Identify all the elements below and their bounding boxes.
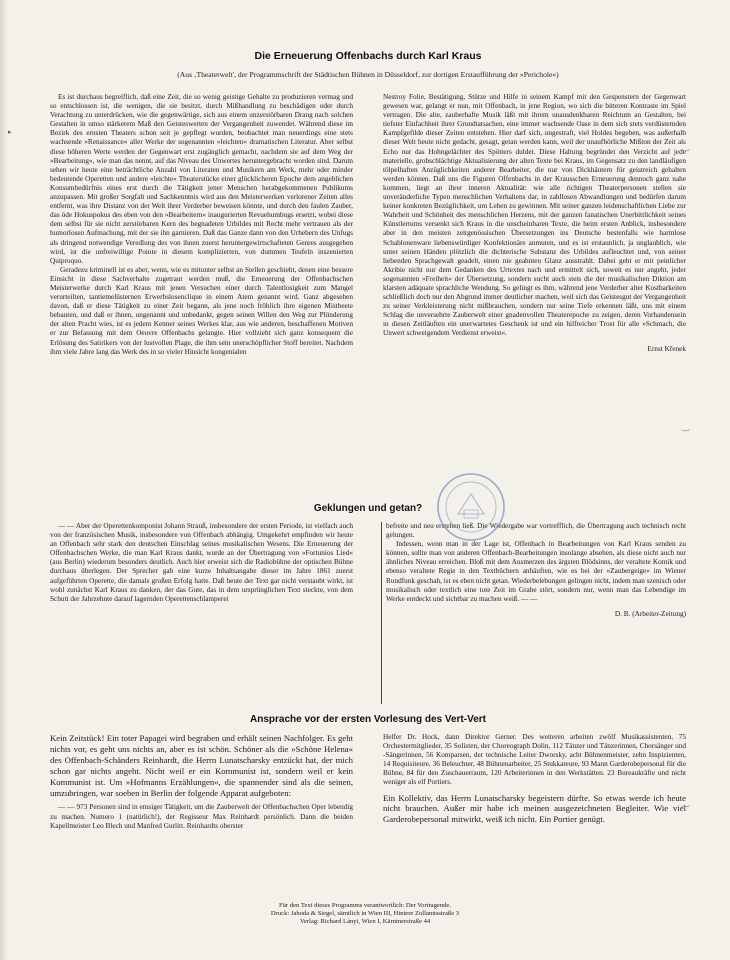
article-body — [50, 733, 686, 831]
paragraph: befreite und neu erstehen ließ. Die Wiedergabe war vortrefflich, die Übertragung auch technisch recht gelungen. — [386, 522, 686, 540]
column-left — [50, 93, 353, 493]
article-subtitle: (Aus ‚Theaterwelt', der Programmschrift der Städtischen Bühnen in Düsseldorf, zur dortigen Erstaufführung der »Perichole«) — [177, 70, 559, 79]
imprint-line: Verlag: Richard Lányi, Wien I, Kärntnerstraße 44 — [299, 918, 431, 925]
article-title: Die Erneuerung Offenbachs durch Karl Kraus — [254, 50, 482, 62]
paragraph: Indessen, wenn man in der Lage ist, Offenbach in Bearbeitungen von Karl Kraus senden zu können, sollte man von anderen Offenbach-Bearbeitungen insolange absehen, als diese nicht auch nur ähnliches Niveau erreichen. Bloß mit dem Ausmerzen des ärgsten Blödsinns, der veraltete Komik und ebenso veraltete Regie in den Textbüchern anhäuften, wie es bei der »Zaubergeige« im Wiener Rundfunk geschah, ist es eben nicht getan. Wiederbelebungen gelingen nicht, indem man szenisch oder musikalisch oder textlich eine tote Zeit im Grabe stört, sondern nur, wenn man das Lebendige im Werke entdeckt und sichtbar zu machen weiß. — — — [386, 540, 686, 603]
signature: D. B. (Arbeiter-Zeitung) — [614, 609, 686, 618]
paragraph: Helfer Dr. Hock, dann Direktor Gerner. Des weiteren arbeiten zwölf Musikassistenten, 75 Orchestermitglieder, 35 Solisten, der Choreograph Dolin, 112 Tänzer und Tänzerinnen, Chorsänger und -Sängerinnen, 56 Komparsen, der technische Leiter Dworsky, acht Bühnenmeister, zehn Inspizienten, 14 Requisiteure, 36 Beleuchter, 48 Bühnenarbeiter, 25 Stukkateure, 93 Mann Garderobepersonal für die Bühne, 84 für den Zuschauerraum, 120 Arbeiterinnen in den Werkstätten. 23 Bureaukräfte und nicht weniger als elf Portiers. — [383, 733, 686, 787]
column-left — [50, 522, 353, 704]
imprint-line: Druck: Jahoda & Siegel, sämtlich in Wien III, Hintere Zollamtsstraße 3 — [270, 910, 460, 917]
article-title: Geklungen und getan? — [313, 503, 423, 514]
column-right — [383, 93, 686, 493]
article-title: Ansprache vor der ersten Vorlesung des Vert-Vert — [249, 714, 486, 725]
article-body — [50, 93, 686, 493]
page-edge-shadow — [0, 0, 8, 960]
imprint-footer — [0, 902, 730, 926]
margin-mark: ‿ — [682, 142, 690, 152]
article-body — [50, 522, 686, 704]
column-left — [50, 733, 353, 831]
paragraph: — — Aber der Operettenkomponist Johann Strauß, insbesondere der ersten Periode, ist vielfach auch von der französischen Musik, insbesondere von Offenbach abhängig. Umgekehrt empfinden wir heute an Offenbach sehr stark den deutschen Einschlag seines musikalischen Wesens. Die Erneuerung der Offenbachschen Werke, die man Karl Kraus dankt, wurde an der Übertragung von »Fortunios Lied« (aus Berlin) wiederum besonders deutlich. Auch hier erweist sich die Radiobühne der optischen Bühne durchaus überlegen. Der Sprecher gab eine kurze Inhaltsangabe dieser im Jahre 1861 zuerst aufgeführten Operette, die damals großen Erfolg hatte. Daß heute der Text gar nicht verstaubt wirkt, ist wohl zunächst Karl Kraus zu danken, der das Gute, das in dem ursprünglichen Text steckte, von dem Schutt der Jahrzehnte darauf lagernden Operettenschlamperei — [50, 522, 353, 603]
column-right — [383, 733, 686, 831]
paragraph: Geradezu kriminell ist es aber, wenn, wie es mitunter selbst an Stellen geschieht, denen eine bessere Einsicht in diese Sachverhalte zugetraut werden muß, die Erneuerung der Offenbachschen Meisterwerke durch Karl Kraus mit jenen Versuchen einer durch Talentlosigkeit zum Mangel verurteilten, tantiemelüsternen Erwerbslosenclique in einem Atem genannt wird. Ganz abgesehen davon, daß er diese Tätigkeit zu einer Zeit begann, als jene noch fröhlich ihre eigenen Mistbeete bebauten, und daß er ihnen, ungenannt und unbedankt, gegen seinen Willen den Weg zur Plünderung der alten Pracht wies, ist es jedem Kenner seines Werkes klar, aus wie anderen, beschaffenen Motiven er zur Befassung mit dem Oeuvre Offenbachs gelangte. Hier vollzieht sich ganz konsequent die Erlösung des Satirikers von der lustvollen Plage, die ihm sein unerschöpflicher Stoff bereitet. Nachdem ihm viele Jahre lang das Werk des in so vieler Hinsicht kongenialen — [50, 265, 353, 356]
paragraph: Ein Kollektiv, das Herrn Lunatscharsky begeistern dürfte. So etwas werde ich heute nicht brauchen. Außer mir habe ich meinen ausgezeichneten Begleiter. Wie viel Garderobepersonal mitwirkt, weiß ich nicht. Ein Portier genügt. — [383, 792, 686, 825]
paragraph: Kein Zeitstück! Ein toter Papagei wird begraben und erhält seinen Nachfolger. Es geht nichts vor, es geht uns nichts an, aber es ist schön. Schöner als die »Schöne Helena« des Offenbach-Schänders Reinhardt, die Herrn Lunatscharsky entzückt hat, der mich schon gar nichts angeht. Nicht weil er ein Kommunist ist, sondern weil er kein Kommunist ist. Um »Hofmanns Erzählungen«, die spannender sind als die seinen, umzubringen, war soeben in Berlin der folgende Apparat aufgeboten: — [50, 733, 353, 798]
margin-mark: ‿ — [682, 798, 690, 808]
margin-mark-red: ▸ — [8, 128, 12, 136]
paragraph: Nestroy Folie, Bestätigung, Stütze und Hilfe in seinem Kampf mit den Gespenstern der Gegenwart gewesen war, gelangt er nun, mit Offenbach, in jene Region, wo sich die bitteren Kontraste im Spiel vertragen. Die alte, zauberhafte Musik läßt mit ihrem unausdenkbaren Reichtum an Gestalten, bei tiefster Einfachheit ihrer Grundtatsachen, eine immer wachsende Oase in dem sich stets verdüsternden Kampfgefilde dieser Zeiten entstehen. Hier darf sich, ungestraft, viel Holdes begeben, was außerhalb dieser Welt heute nicht gedacht, gesagt, getan werden kann, weil der unaufhörliche Mißton der Zeit als Echo nur das Hohngelächter des Spötters duldet. Diese Haltung begründet den Verzicht auf jede materielle, grobschlächtige Aktualisierung der alten Texte bei Kraus, im Gegensatz zu den landläufigen tölpelhaften Anzüglichkeiten anderer Bearbeiter, die nur von Dickhäutern für geistreich gehalten werden können. Daß uns die Figuren Offenbachs in der Krausschen Erneuerung dennoch ganz nahe kommen, liegt an ihrer inneren Aktualität: wie alle richtigen Theaterpersonen stellen sie unveränderliche Typen menschlichen Verhaltens dar, in zahllosen Abwandlungen und bedürfen darum keiner konkreten Bezüglichkeit, um Leben zu gewinnen. Mit seiner ganzen leidenschaftlichen Liebe zur Wahrheit und Schönheit des menschlichen Herzens, mit der ganzen fanatischen Unerbittlichkeit seines Künstlertums versenkt sich Kraus in die unscheinbaren Texte, die beim ersten Anblick, insbesondere aber in den meisten zeitgenössischen Übersetzungen ins Deutsche bestenfalls wie harmlose Schablonenware liebenswürdiger Konfektionäre anmuten, und es ist erstaunlich, ja unglaublich, wie unter seinen Händen plötzlich die dichterische Substanz des Urbildes aufleuchtet und, von seiner liebenden Sprachgewalt geadelt, einen nie geahnten Glanz ausstrahlt. Dabei geht er mit peinlicher Akribie nicht nur dem Gedanken des Urtextes nach und ermittelt sich, soweit es nur angeht, jeder sogenannten »Freiheit« der Übersetzung, sondern sucht auch stets die der musikalischen Diktion am klarsten adäquate sprachliche Wendung. So gelingt es ihm, während jene Verderber alter Kostbarkeiten schließlich doch nur den Abgrund immer deutlicher machen, weil sich das Geistesgut der Vergangenheit zu seiner Verkleisterung nicht mißbrauchen, sondern nur seine Tiefe erkennen läßt, uns mit einem Schlag die unversehrte Zauberwelt einer gnadenvollen Theaterepoche zu zeigen, deren Vorhandensein in diesen Zeitläuften ein unerwartetes Geschenk ist und ein hilfreicher Trost für alle »Schmach, die Unwert schweigendem Verdienst erweist«. — [383, 93, 686, 338]
paragraph: Es ist durchaus begreiflich, daß eine Zeit, die so wenig geistige Gehalte zu produzieren vermag und so entschlossen ist, die wenigen, die sie besitzt, durch Mißhandlung zu beschädigen oder durch Verachtung zu unterdrücken, wie die gegenwärtige, sich aus einem unzerstörbaren Drang nach solchen Gestalten in umso stärkerem Maß den Geisteswerten der Vergangenheit zuwendet. Während diese im Bezirk des ernsten Theaters schon seit je gepflegt wurden, beobachtet man neuerdings eine stets wachsende »Renaissance« aller Werke der sogenannten »leichten« dramatischen Literatur. Aber selbst diese höheren Werte werden der Gegenwart erst zugänglich gemacht, nachdem sie auf dem Weg der »Bearbeitung«, wie man das nennt, auf das Niveau des Unwertes heruntergebracht worden sind. Darum sehen wir heute eine beträchtliche Anzahl von Literaten und Musikern am Werk, mehr oder minder bedeutende Operetten und andere »leichte« Theaterstücke einer glücklicheren Epoche dem angeblichen Konsumbedürfnis eines erst durch die Tätigkeit jener Menschen herabgekommenen Publikums anzupassen. Mit großer Sorgfalt und Sachkenntnis wird aus den Meisterwerken verlorener Zeiten alles entfernt, was ihre Distanz von der Welt ihrer Verderber beweisen könnte, und durch den faulen Zauber, das öde Hokuspokus des eben von den »Bearbeitern« inaugurierten Revuehumbugs ersetzt, wobei diese dem selbst für sie nicht zerstörbaren Kern des begnadeten Urbildes mit Recht mehr vertrauen als der humorlosen Aufmachung, mit der sie ihn garnieren. Daß das Ganze dann von den Urhebern des Unfugs als dringend notwendige Veredlung des von ihnen zuerst heruntergewirtschafteten Genres ausgegeben wird, ist die unfreiwillige Pointe in diesem komplizierten, von dummen Teufeln inszenierten Quiproquo. — [50, 93, 353, 265]
signature: Ernst Křenek — [647, 344, 686, 353]
imprint-line: Für den Text dieses Programms verantwortlich: Der Vortragende. — [278, 902, 452, 909]
paragraph: — — 973 Personen sind in emsiger Tätigkeit, um die Zauberwelt der Offenbachschen Oper lebendig zu machen. Numero 1 (natürlich!), der Regisseur Max Reinhardt persönlich. Dann die beiden Kapellmeister Leo Blech und Manfred Gurlitt. Reinhardts oberster — [50, 803, 353, 830]
column-right — [381, 522, 686, 704]
library-stamp-icon — [434, 470, 508, 544]
margin-mark: ‿ — [682, 422, 690, 432]
